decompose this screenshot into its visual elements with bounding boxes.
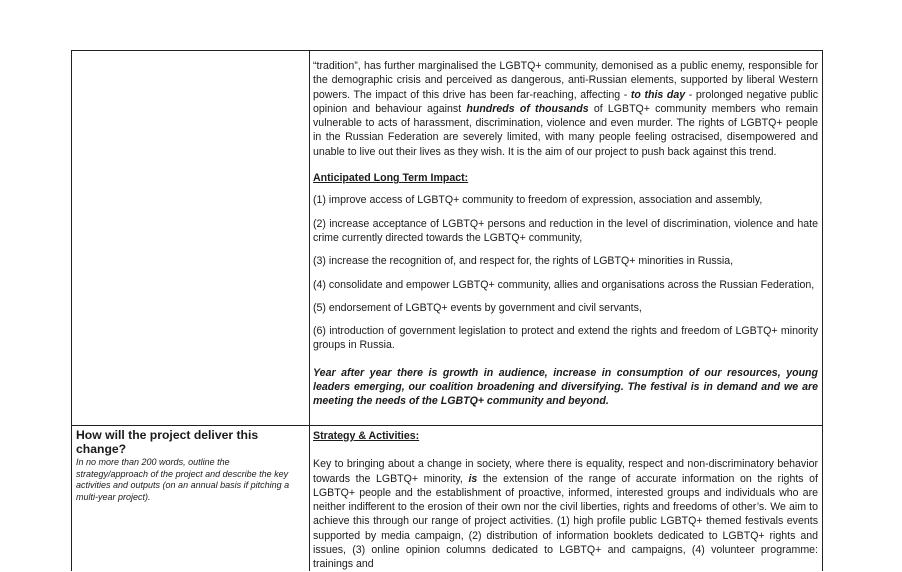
column-divider (309, 51, 310, 571)
question-instructions: In no more than 200 words, outline the strategy/approach of the project and describe the key activities and outputs (on an annual basis if pitching a multi-year project). (76, 457, 290, 502)
row-divider (72, 425, 822, 426)
impact-item: (4) consolidate and empower LGBTQ+ community, allies and organisations across the Russian Federation, (313, 278, 815, 291)
emphasis-is: is (468, 472, 478, 485)
strategy-paragraph: Key to bringing about a change in society, where there is equality, respect and non-discriminatory behavior towards the LGBTQ+ minority, is the extension of the range of accurate information on the rights of LGBTQ+ people and the establishment of proactive, informed, interested groups and individuals who are neither indifferent to the erosion of their own nor the civil liberties, rights and freedoms of other’s. We aim to achieve this through our range of project activities. (1) high profile public LGBTQ+ themed festivals events supported by media campaign, (2) distribution of information booklets dedicated to LGBTQ+ rights and issues, (3) online opinion columns dedicated to LGBTQ+ and campaigns, (4) volunteer programme: trainings and (313, 458, 818, 571)
emphasis-to-this-day: to this day (630, 88, 686, 101)
impact-heading: Anticipated Long Term Impact: (313, 172, 469, 185)
closing-statement: Year after year there is growth in audience, increase in consumption of our resources, young leaders emerging, our coalition broadening and diversifying. The festival is in demand and we are meeting the needs of the LGBTQ+ community and beyond. (313, 366, 818, 408)
form-table (71, 50, 823, 571)
strategy-heading: Strategy & Activities: (313, 430, 420, 442)
strategy-answer-cell (313, 429, 818, 572)
impact-item: (3) increase the recognition of, and respect for, the rights of LGBTQ+ minorities in Russia, (313, 255, 734, 268)
question-cell (76, 428, 304, 503)
impact-item: (2) increase acceptance of LGBTQ+ persons and reduction in the level of discrimination, violence and hate crime currently directed towards the LGBTQ+ community, (313, 217, 818, 244)
question-title: How will the project deliver this change? (76, 428, 259, 456)
impact-item: (1) improve access of LGBTQ+ community to freedom of expression, association and assembly, (313, 194, 763, 207)
impact-item: (5) endorsement of LGBTQ+ events by government and civil servants, (313, 301, 642, 314)
impact-item: (6) introduction of government legislation to protect and extend the rights and freedom of LGBTQ+ minority groups in Russia. (313, 325, 818, 352)
impact-answer-cell (313, 59, 818, 409)
context-paragraph: “tradition”, has further marginalised the LGBTQ+ community, demonised as a public enemy, responsible for the demographic crisis and perceived as dangerous, anti-Russian elements, supported by liberal Western powers. The impact of this drive has been far-reaching, affecting - to this day - prolonged negative public opinion and behaviour against hundreds of thousands of LGBTQ+ community members who remain vulnerable to acts of harassment, discrimination, violence and even murder. The rights of LGBTQ+ people in the Russian Federation are severely limited, with many people feeling ostracised, disempowered and unable to live out their lives as they wish. It is the aim of our project to push back against this trend. (313, 60, 818, 158)
emphasis-hundreds: hundreds of thousands (466, 102, 589, 115)
